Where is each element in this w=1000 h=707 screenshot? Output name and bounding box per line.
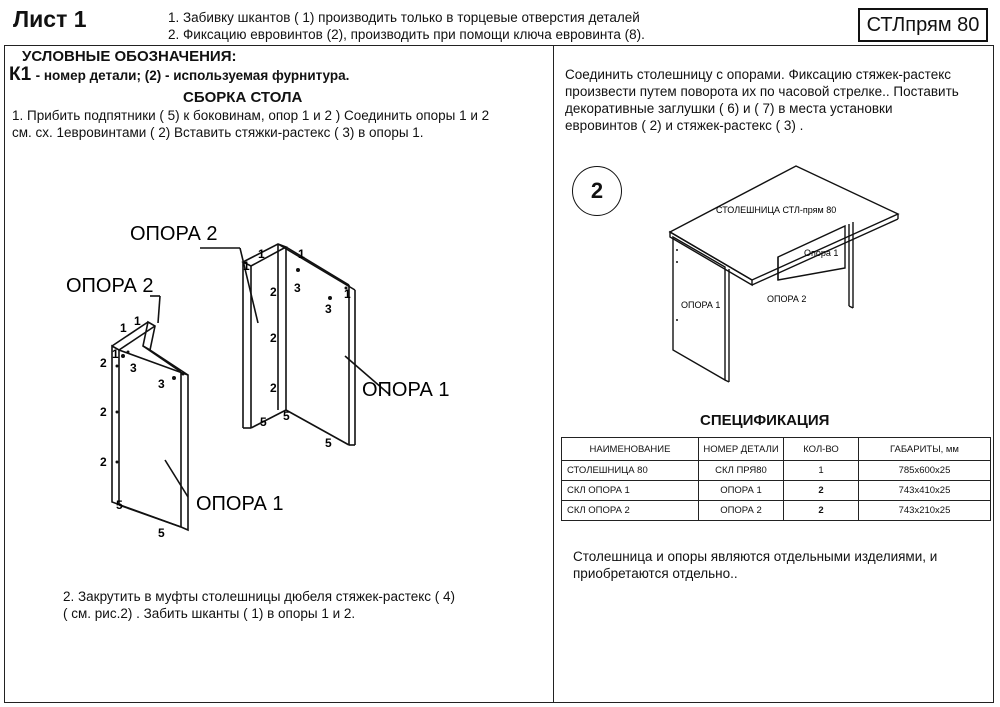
step2-line2: ( см. рис.2) . Забить шканты ( 1) в опоры 1 и 2. [63,606,356,621]
spec-header-name: НАИМЕНОВАНИЕ [562,438,699,461]
table-drawing [553,140,993,410]
right-step-line2: произвести путем поворота их по часовой стрелке.. Поставить [565,84,959,99]
spec-cell: 1 [784,461,859,481]
n-1: 1 [134,314,141,328]
n-1: 1 [258,247,265,261]
footer-note-2: приобретаются отдельно.. [573,566,738,581]
n-3: 3 [294,281,301,295]
n-2: 2 [270,285,277,299]
n-5: 5 [260,415,267,429]
n-2: 2 [100,356,107,370]
spec-header-qty: КОЛ-ВО [784,438,859,461]
step2-line1: 2. Закрутить в муфты столешницы дюбеля стяжек-растекс ( 4) [63,589,456,604]
header-note-2: 2. Фиксацию евровинтов (2), производить при помощи ключа евровинта (8). [168,27,645,42]
table-row [562,501,991,521]
n-5: 5 [325,436,332,450]
product-code-box [858,8,988,42]
spec-cell: ОПОРА 2 [699,501,784,521]
table-row [562,461,991,481]
spec-cell: 2 [784,501,859,521]
sheet-label: Лист 1 [13,6,87,32]
section-title: СБОРКА СТОЛА [183,89,303,106]
support1-back-label: Опора 1 [804,248,839,258]
label-opora1-b: ОПОРА 1 [196,493,284,515]
spec-table [561,437,991,521]
product-code: СТЛпрям 80 [866,13,980,36]
header-note-1: 1. Забивку шкантов ( 1) производить только в торцевые отверстия деталей [168,10,640,25]
label-opora2-b: ОПОРА 2 [66,275,154,297]
support1-label: ОПОРА 1 [681,300,721,310]
n-2: 2 [100,405,107,419]
spec-header-part: НОМЕР ДЕТАЛИ [699,438,784,461]
n-1: 1 [243,259,250,273]
step1-line2: см. сх. 1евровинтами ( 2) Вставить стяжки-растекс ( 3) в опоры 1. [12,125,424,140]
n-2: 2 [270,381,277,395]
table-top-label: СТОЛЕШНИЦА СТЛ-прям 80 [716,205,837,215]
label-opora1-a: ОПОРА 1 [362,379,450,401]
n-5: 5 [116,498,123,512]
legend-k: К1 [9,64,32,85]
spec-cell: 785х600х25 [859,461,991,481]
spec-header-row [562,438,991,461]
table-row [562,481,991,501]
left-opora2-panel-top [143,322,155,350]
n-3: 3 [130,361,137,375]
spec-cell: СКЛ ПРЯ80 [699,461,784,481]
n-5: 5 [158,526,165,540]
n-3: 3 [325,302,332,316]
spec-cell: 743х410х25 [859,481,991,501]
legend-title: УСЛОВНЫЕ ОБОЗНАЧЕНИЯ: [22,48,237,65]
n-2: 2 [100,455,107,469]
spec-cell: СКЛ ОПОРА 1 [562,481,699,501]
spec-cell: 2 [784,481,859,501]
n-1: 1 [112,347,119,361]
spec-header-dims: ГАБАРИТЫ, мм [859,438,991,461]
n-5: 5 [283,409,290,423]
spec-cell: СТОЛЕШНИЦА 80 [562,461,699,481]
legend-desc: - номер детали; (2) - используемая фурнитура. [35,68,350,83]
support2-label: ОПОРА 2 [767,294,807,304]
spec-title: СПЕЦИФИКАЦИЯ [700,412,830,429]
footer-note-1: Столешница и опоры являются отдельными изделиями, и [573,549,938,564]
n-1: 1 [120,321,127,335]
right-step-line3: декоративные заглушки ( 6) и ( 7) в места установки [565,101,893,116]
n-3: 3 [158,377,165,391]
n-1: 1 [298,247,305,261]
left-opora1-panel [112,346,188,530]
right-step-line4: евровинтов ( 2) и стяжек-растекс ( 3) . [565,118,804,133]
n-1: 1 [344,287,351,301]
label-opora2-a: ОПОРА 2 [130,223,218,245]
n-2: 2 [270,331,277,345]
step1-line1: 1. Прибить подпятники ( 5) к боковинам, опор 1 и 2 ) Соединить опоры 1 и 2 [12,108,490,123]
spec-cell: ОПОРА 1 [699,481,784,501]
step-number: 2 [590,178,604,203]
right-step-line1: Соединить столешницу с опорами. Фиксацию стяжек-растекс [565,67,952,82]
spec-cell: 743х210х25 [859,501,991,521]
spec-cell: СКЛ ОПОРА 2 [562,501,699,521]
